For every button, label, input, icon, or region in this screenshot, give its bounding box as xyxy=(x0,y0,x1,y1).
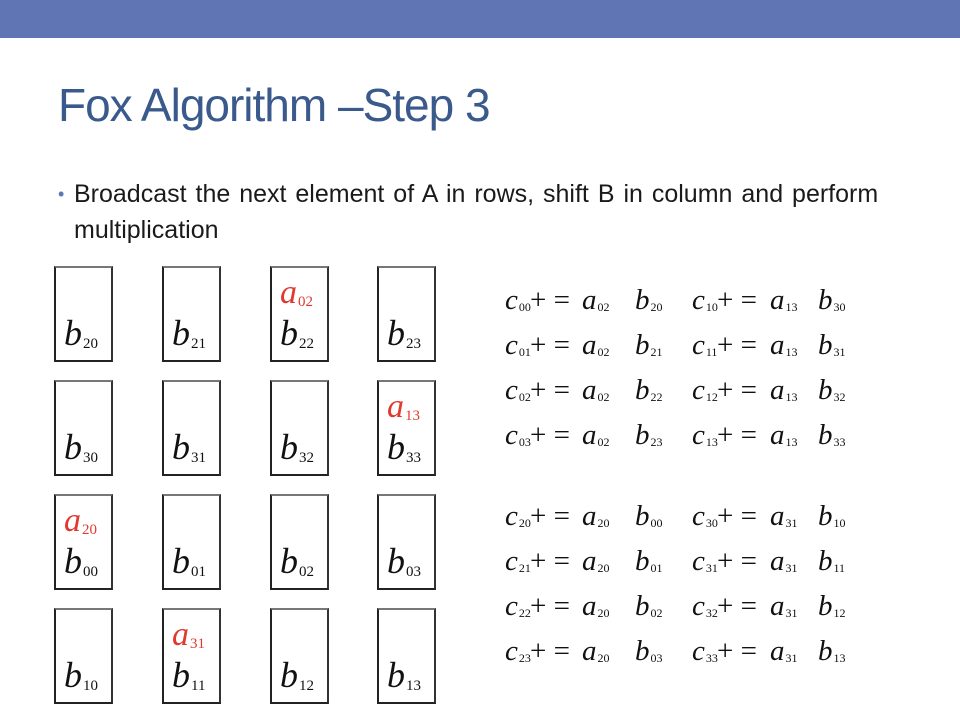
a-term: $a_{13}$ xyxy=(770,329,798,361)
b-element-letter: b xyxy=(172,541,190,581)
b-element xyxy=(172,543,206,580)
plus-equals-operator: + = xyxy=(530,284,570,316)
b-element-subscript: 13 xyxy=(406,678,421,694)
plus-equals-operator: + = xyxy=(717,284,757,316)
a-term: $a_{20}$ xyxy=(582,590,610,622)
plus-equals-operator: + = xyxy=(530,545,570,577)
a-element-letter: a xyxy=(280,274,297,311)
plus-equals-operator: + = xyxy=(717,419,757,451)
a-term: $a_{02}$ xyxy=(582,284,610,316)
a-element-subscript: 02 xyxy=(298,294,313,310)
matrix-cell xyxy=(270,380,329,476)
b-element xyxy=(387,543,421,580)
b-element-letter: b xyxy=(64,427,82,467)
plus-equals-operator: + = xyxy=(530,329,570,361)
plus-equals-operator: + = xyxy=(717,500,757,532)
bullet-text: Broadcast the next element of A in rows, shift B in column and perform multiplication xyxy=(74,180,879,244)
bullet-dot-icon: • xyxy=(58,184,65,204)
c-term: $c_{10}$ xyxy=(692,284,718,316)
b-element-letter: b xyxy=(387,541,405,581)
a-element-letter: a xyxy=(64,502,81,539)
equations-panel xyxy=(500,284,940,674)
equation-row xyxy=(500,635,940,671)
b-term: $b_{31}$ xyxy=(818,329,846,361)
equation-row xyxy=(500,329,940,365)
b-term: $b_{03}$ xyxy=(635,635,663,667)
slide-title: Fox Algorithm –Step 3 xyxy=(58,79,490,131)
c-term: $c_{21}$ xyxy=(505,545,531,577)
b-element-letter: b xyxy=(172,655,190,695)
a-term: $a_{20}$ xyxy=(582,500,610,532)
a-term: $a_{02}$ xyxy=(582,419,610,451)
b-element xyxy=(387,657,421,694)
matrix-cell xyxy=(162,608,221,704)
c-term: $c_{31}$ xyxy=(692,545,718,577)
matrix-cell xyxy=(162,494,221,590)
b-term: $b_{11}$ xyxy=(818,545,846,577)
b-element-letter: b xyxy=(387,655,405,695)
b-element xyxy=(64,657,98,694)
b-element-subscript: 01 xyxy=(191,564,206,580)
matrix-cell xyxy=(270,608,329,704)
b-element-subscript: 11 xyxy=(191,678,206,694)
matrix-cell xyxy=(54,266,113,362)
b-element xyxy=(64,315,98,352)
c-term: $c_{33}$ xyxy=(692,635,718,667)
b-element-letter: b xyxy=(280,541,298,581)
c-term: $c_{30}$ xyxy=(692,500,718,532)
c-term: $c_{03}$ xyxy=(505,419,531,451)
matrix-cell xyxy=(54,494,113,590)
bullet-item xyxy=(58,176,908,248)
b-element xyxy=(280,315,314,352)
b-element-subscript: 21 xyxy=(191,336,206,352)
a-term: $a_{02}$ xyxy=(582,329,610,361)
a-term: $a_{31}$ xyxy=(770,635,798,667)
plus-equals-operator: + = xyxy=(530,590,570,622)
equation-row xyxy=(500,590,940,626)
matrix-cell xyxy=(377,380,436,476)
matrix-cell xyxy=(54,380,113,476)
a-term: $a_{31}$ xyxy=(770,590,798,622)
b-term: $b_{13}$ xyxy=(818,635,846,667)
b-term: $b_{23}$ xyxy=(635,419,663,451)
c-term: $c_{20}$ xyxy=(505,500,531,532)
b-element-subscript: 10 xyxy=(83,678,98,694)
b-term: $b_{00}$ xyxy=(635,500,663,532)
b-element-letter: b xyxy=(280,313,298,353)
b-term: $b_{12}$ xyxy=(818,590,846,622)
plus-equals-operator: + = xyxy=(530,374,570,406)
b-element xyxy=(280,543,314,580)
b-element xyxy=(172,429,206,466)
b-element xyxy=(387,315,421,352)
b-term: $b_{21}$ xyxy=(635,329,663,361)
plus-equals-operator: + = xyxy=(717,590,757,622)
b-element xyxy=(280,429,314,466)
a-term: $a_{20}$ xyxy=(582,545,610,577)
a-element xyxy=(387,390,420,424)
matrix-cell xyxy=(270,494,329,590)
b-element xyxy=(280,657,314,694)
b-element-subscript: 33 xyxy=(406,450,421,466)
a-element xyxy=(280,276,313,310)
b-element-letter: b xyxy=(64,541,82,581)
b-element-letter: b xyxy=(172,313,190,353)
plus-equals-operator: + = xyxy=(717,374,757,406)
equation-row xyxy=(500,419,940,455)
b-element xyxy=(387,429,421,466)
b-element xyxy=(64,429,98,466)
a-element xyxy=(64,504,97,538)
equation-row xyxy=(500,545,940,581)
a-element xyxy=(172,618,205,652)
c-term: $c_{02}$ xyxy=(505,374,531,406)
b-element xyxy=(172,657,205,694)
matrix-grid xyxy=(54,266,444,716)
b-element-subscript: 31 xyxy=(191,450,206,466)
plus-equals-operator: + = xyxy=(530,635,570,667)
a-term: $a_{02}$ xyxy=(582,374,610,406)
equation-row xyxy=(500,284,940,320)
b-element-subscript: 00 xyxy=(83,564,98,580)
a-term: $a_{13}$ xyxy=(770,374,798,406)
plus-equals-operator: + = xyxy=(530,500,570,532)
b-term: $b_{33}$ xyxy=(818,419,846,451)
matrix-cell xyxy=(377,608,436,704)
a-term: $a_{13}$ xyxy=(770,284,798,316)
b-term: $b_{32}$ xyxy=(818,374,846,406)
matrix-cell xyxy=(377,266,436,362)
matrix-cell xyxy=(270,266,329,362)
plus-equals-operator: + = xyxy=(717,635,757,667)
b-element-letter: b xyxy=(64,313,82,353)
a-element-letter: a xyxy=(172,616,189,653)
a-element-subscript: 20 xyxy=(82,522,97,538)
b-element-subscript: 12 xyxy=(299,678,314,694)
b-term: $b_{01}$ xyxy=(635,545,663,577)
c-term: $c_{12}$ xyxy=(692,374,718,406)
b-element-letter: b xyxy=(387,427,405,467)
matrix-cell xyxy=(162,380,221,476)
plus-equals-operator: + = xyxy=(717,329,757,361)
plus-equals-operator: + = xyxy=(717,545,757,577)
b-element-subscript: 03 xyxy=(406,564,421,580)
c-term: $c_{32}$ xyxy=(692,590,718,622)
b-term: $b_{20}$ xyxy=(635,284,663,316)
b-element-subscript: 23 xyxy=(406,336,421,352)
b-element-subscript: 22 xyxy=(299,336,314,352)
b-term: $b_{30}$ xyxy=(818,284,846,316)
matrix-cell xyxy=(377,494,436,590)
b-term: $b_{22}$ xyxy=(635,374,663,406)
a-element-subscript: 13 xyxy=(405,408,420,424)
equation-row xyxy=(500,374,940,410)
c-term: $c_{13}$ xyxy=(692,419,718,451)
b-element-subscript: 02 xyxy=(299,564,314,580)
a-element-letter: a xyxy=(387,388,404,425)
a-term: $a_{31}$ xyxy=(770,545,798,577)
c-term: $c_{00}$ xyxy=(505,284,531,316)
b-element-letter: b xyxy=(280,427,298,467)
c-term: $c_{01}$ xyxy=(505,329,531,361)
b-element-subscript: 30 xyxy=(83,450,98,466)
b-element-letter: b xyxy=(280,655,298,695)
matrix-cell xyxy=(54,608,113,704)
b-element-letter: b xyxy=(64,655,82,695)
matrix-cell xyxy=(162,266,221,362)
b-element xyxy=(172,315,206,352)
b-element xyxy=(64,543,98,580)
c-term: $c_{22}$ xyxy=(505,590,531,622)
b-element-subscript: 32 xyxy=(299,450,314,466)
equation-row xyxy=(500,500,940,536)
b-term: $b_{02}$ xyxy=(635,590,663,622)
top-accent-bar xyxy=(0,0,960,38)
a-term: $a_{20}$ xyxy=(582,635,610,667)
c-term: $c_{23}$ xyxy=(505,635,531,667)
b-element-subscript: 20 xyxy=(83,336,98,352)
b-element-letter: b xyxy=(387,313,405,353)
plus-equals-operator: + = xyxy=(530,419,570,451)
b-element-letter: b xyxy=(172,427,190,467)
a-term: $a_{31}$ xyxy=(770,500,798,532)
a-term: $a_{13}$ xyxy=(770,419,798,451)
b-term: $b_{10}$ xyxy=(818,500,846,532)
a-element-subscript: 31 xyxy=(190,636,205,652)
c-term: $c_{11}$ xyxy=(692,329,718,361)
